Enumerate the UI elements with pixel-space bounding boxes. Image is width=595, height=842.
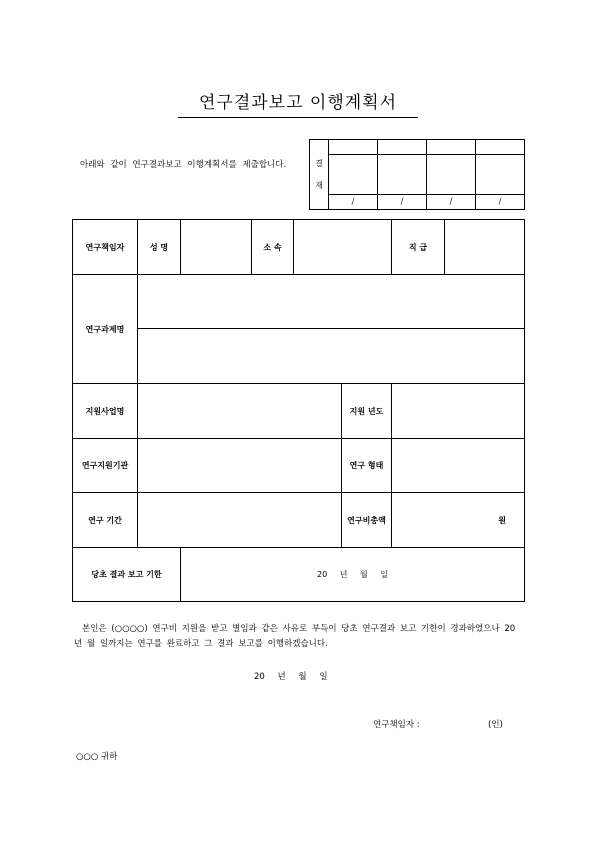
intro-text: 아래와 같이 연구결과보고 이행계획서를 제출합니다. [80,160,287,170]
funding-agency-field[interactable] [138,439,342,493]
affiliation-field[interactable] [294,220,392,275]
approval-label-1: 결 [315,158,323,168]
title-underline [178,117,418,118]
approval-sign-cell[interactable] [378,155,427,195]
research-type-field[interactable] [392,439,525,493]
total-budget-label: 연구비총액 [342,493,392,548]
approval-sign-cell[interactable] [476,155,525,195]
original-deadline-label: 당초 결과 보고 기한 [73,548,181,602]
total-budget-field[interactable]: 원 [392,493,525,548]
approval-label [310,140,329,210]
approval-sign-cell[interactable] [329,155,378,195]
support-year-field[interactable] [392,384,525,439]
project-title-field-line-1[interactable] [138,275,525,329]
signer-label: 연구책임자 : [373,720,420,730]
approval-title-cell [427,140,476,155]
research-form-table [72,219,525,602]
addressee: ○○○ 귀하 [76,752,118,762]
project-title-label: 연구과제명 [73,275,138,384]
pledge-text: 본인은 (○○○○) 연구비 지원을 받고 별임과 같은 사유로 부득이 당초 연구결과 보고 기한이 경과하였으나 20 년 월 일까지는 연구를 완료하고 그 결과 보고를 이행하겠습니다. [74,624,516,649]
name-field[interactable] [181,220,252,275]
approval-sign-cell[interactable] [427,155,476,195]
approval-title-cell [329,140,378,155]
program-label: 지원사업명 [73,384,138,439]
support-year-label: 지원 년도 [342,384,392,439]
approval-date-cell[interactable]: / [329,194,378,209]
period-field[interactable] [138,493,342,548]
approval-title-cell [476,140,525,155]
approval-title-cell [378,140,427,155]
approval-date-cell[interactable]: / [427,194,476,209]
approval-box [309,139,525,210]
project-title-field-line-2[interactable] [138,329,525,384]
submission-date[interactable]: 20 년 월 일 [254,672,328,682]
original-deadline-field[interactable]: 20 년 월 일 [181,548,525,602]
position-field[interactable] [445,220,525,275]
approval-date-cell[interactable]: / [476,194,525,209]
research-type-label: 연구 형태 [342,439,392,493]
document-title: 연구결과보고 이행계획서 [198,93,398,113]
name-label: 성 명 [138,220,181,275]
program-field[interactable] [138,384,342,439]
approval-date-cell[interactable]: / [378,194,427,209]
funding-agency-label: 연구지원기관 [73,439,138,493]
period-label: 연구 기간 [73,493,138,548]
approval-label-2: 재 [315,180,323,190]
affiliation-label: 소 속 [252,220,294,275]
researcher-label: 연구책임자 [73,220,138,275]
seal-mark: (인) [488,720,503,730]
position-label: 직 급 [392,220,445,275]
